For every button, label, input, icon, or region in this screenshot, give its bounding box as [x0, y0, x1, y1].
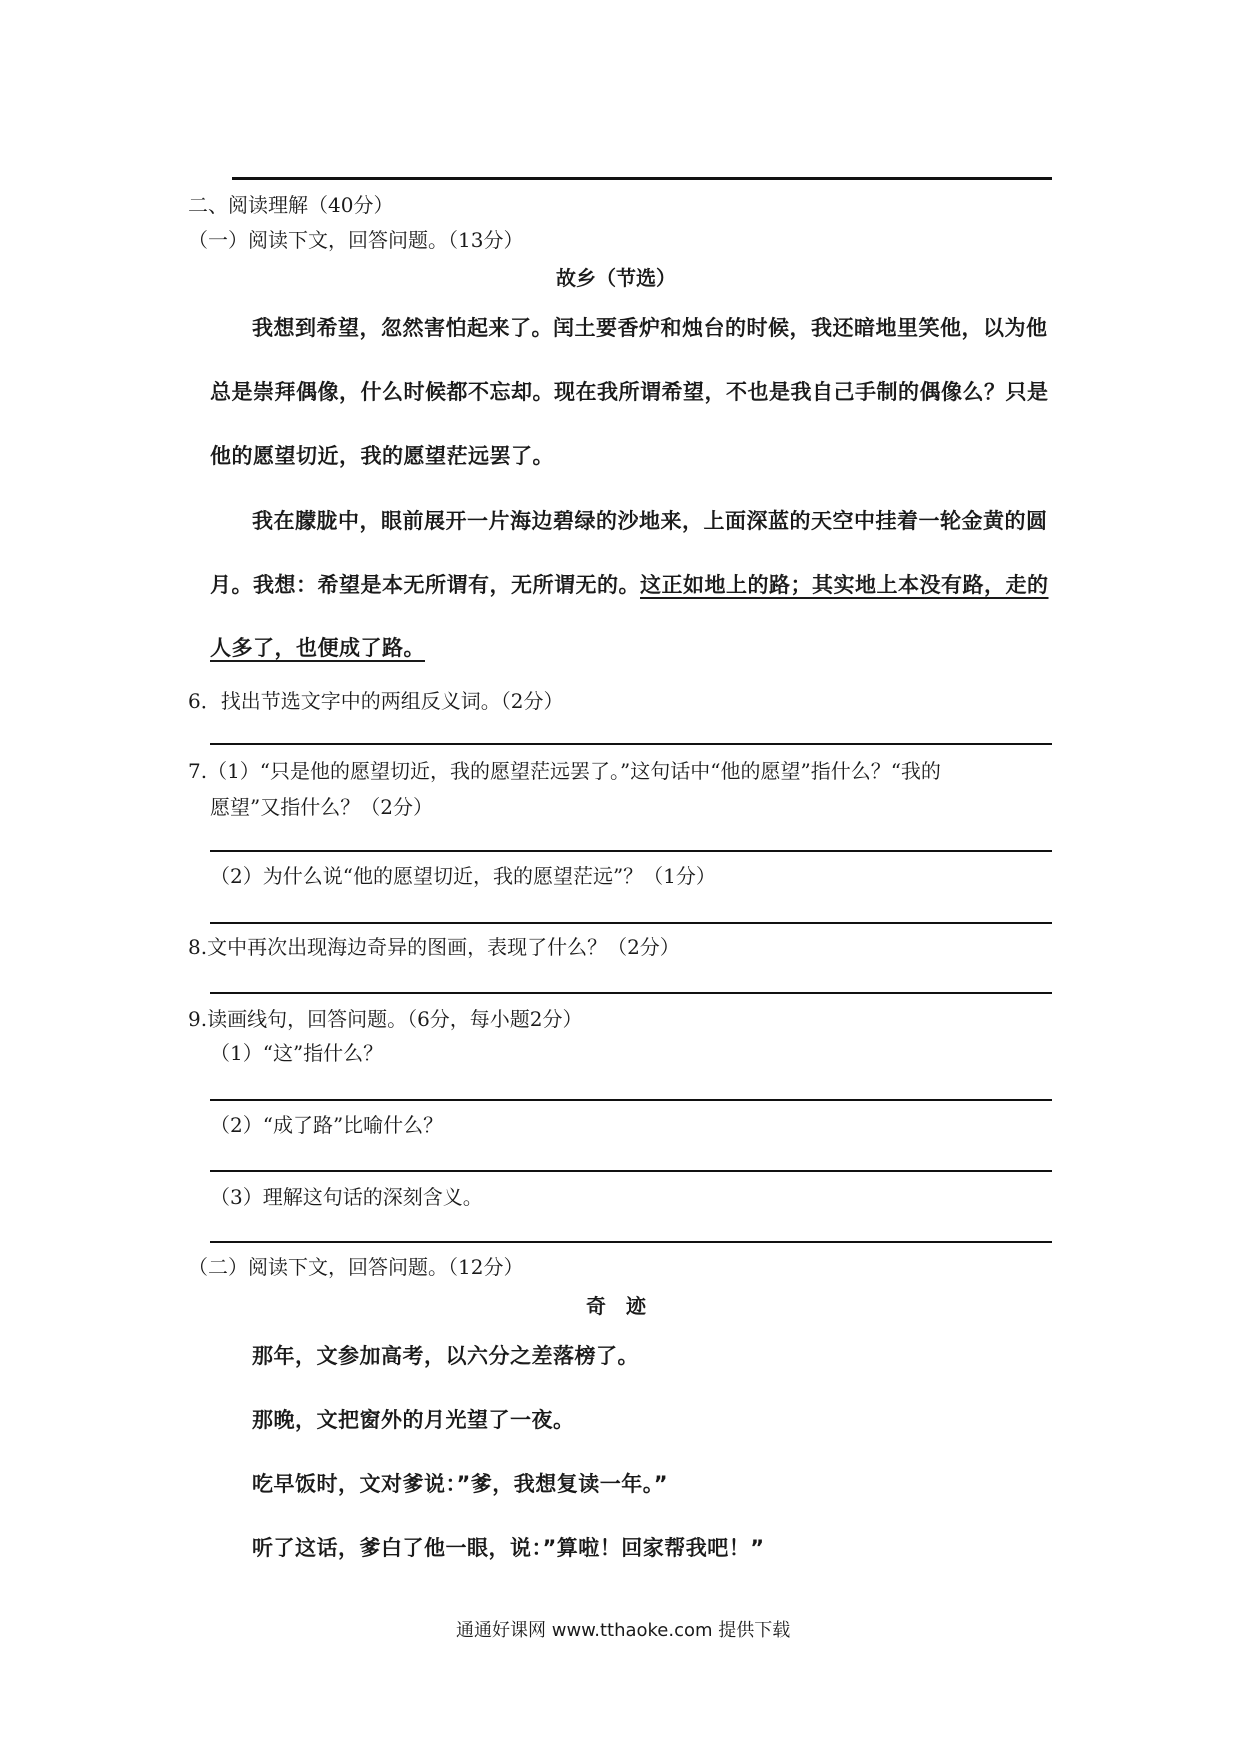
answer-line [210, 1099, 1052, 1101]
passage1-text: 月。我想：希望是本无所谓有，无所谓无的。 [210, 573, 640, 597]
underlined-sentence: 这正如地上的路；其实地上本没有路，走的 [640, 573, 1049, 597]
question-7-1-cont: 愿望”又指什么？（2分） [210, 795, 433, 819]
passage1-line: 我想到希望，忽然害怕起来了。闰土要香炉和烛台的时候，我还暗地里笑他，以为他 [252, 316, 1048, 340]
passage2-line: 听了这话，爹白了他一眼，说：”算啦！回家帮我吧！” [252, 1536, 765, 1560]
answer-line [210, 1241, 1052, 1243]
passage1-title: 故乡（节选） [556, 266, 676, 290]
passage2-line: 那晚，文把窗外的月光望了一夜。 [252, 1408, 575, 1432]
passage2-line: 那年，文参加高考，以六分之差落榜了。 [252, 1344, 639, 1368]
question-9: 9.读画线句，回答问题。（6分，每小题2分） [188, 1007, 583, 1031]
question-9-3: （3）理解这句话的深刻含义。 [210, 1185, 483, 1209]
section-heading: 二、阅读理解（40分） [188, 193, 394, 217]
question-7-2: （2）为什么说“他的愿望切近，我的愿望茫远”？（1分） [210, 864, 716, 888]
question-8: 8.文中再次出现海边奇异的图画，表现了什么？（2分） [188, 935, 680, 959]
passage2-title: 奇 迹 [586, 1294, 646, 1318]
question-9-2: （2）“成了路”比喻什么？ [210, 1113, 444, 1137]
underlined-sentence: 人多了，也便成了路。 [210, 636, 425, 660]
answer-line [210, 743, 1052, 745]
passage1-line [210, 632, 425, 662]
passage1-line: 我在朦胧中，眼前展开一片海边碧绿的沙地来，上面深蓝的天空中挂着一轮金黄的圆 [252, 509, 1048, 533]
answer-line [210, 850, 1052, 852]
question-7-1: 7.（1）“只是他的愿望切近，我的愿望茫远罢了。”这句话中“他的愿望”指什么？“我的 [188, 759, 941, 783]
answer-line [210, 922, 1052, 924]
passage1-line [210, 569, 1049, 599]
answer-line [210, 1170, 1052, 1172]
passage1-line: 总是崇拜偶像，什么时候都不忘却。现在我所谓希望，不也是我自己手制的偶像么？只是 [210, 380, 1049, 404]
question-9-1: （1）“这”指什么？ [210, 1041, 384, 1065]
page-footer: 通通好课网 www.tthaoke.com 提供下载 [456, 1620, 791, 1641]
passage2-line: 吃早饭时，文对爹说：”爹，我想复读一年。” [252, 1472, 669, 1496]
part2-heading: （二）阅读下文，回答问题。（12分） [188, 1255, 524, 1279]
passage1-line: 他的愿望切近，我的愿望茫远罢了。 [210, 444, 554, 468]
question-6: 6．找出节选文字中的两组反义词。（2分） [188, 689, 564, 713]
top-rule [232, 177, 1052, 180]
part1-heading: （一）阅读下文，回答问题。（13分） [188, 228, 524, 252]
answer-line [210, 992, 1052, 994]
